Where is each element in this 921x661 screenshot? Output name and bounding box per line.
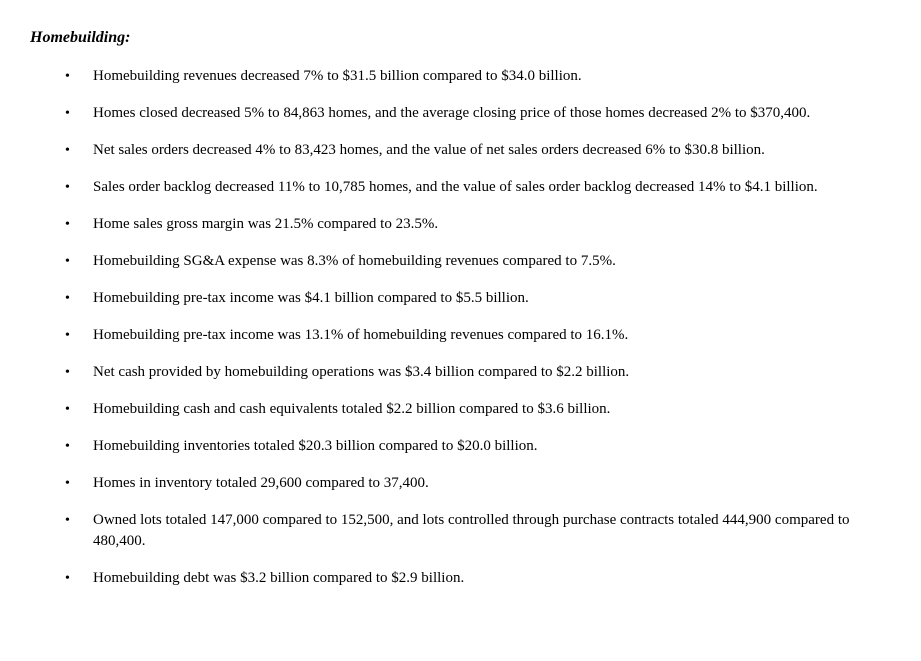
list-item-text: Homebuilding pre-tax income was $4.1 billion compared to $5.5 billion. xyxy=(93,290,529,306)
bullet-list xyxy=(30,66,875,589)
section-heading: Homebuilding: xyxy=(30,29,131,46)
list-item-text: Home sales gross margin was 21.5% compared to 23.5%. xyxy=(93,216,439,232)
bullet-icon: • xyxy=(65,217,70,232)
list-item-text: Homebuilding cash and cash equivalents totaled $2.2 billion compared to $3.6 billion. xyxy=(93,401,611,417)
list-item xyxy=(30,177,875,198)
bullet-icon: • xyxy=(65,328,70,343)
list-item xyxy=(30,325,875,346)
bullet-icon: • xyxy=(65,402,70,417)
bullet-icon: • xyxy=(65,254,70,269)
list-item-text: Homebuilding pre-tax income was 13.1% of homebuilding revenues compared to 16.1%. xyxy=(93,327,629,343)
list-item-text: Homes in inventory totaled 29,600 compared to 37,400. xyxy=(93,475,429,491)
list-item xyxy=(30,436,875,457)
list-item-text: Homebuilding inventories totaled $20.3 billion compared to $20.0 billion. xyxy=(93,438,538,454)
list-item xyxy=(30,399,875,420)
list-item-text: Homebuilding SG&A expense was 8.3% of homebuilding revenues compared to 7.5%. xyxy=(93,253,616,269)
list-item xyxy=(30,473,875,494)
list-item xyxy=(30,568,875,589)
list-item xyxy=(30,288,875,309)
list-item xyxy=(30,214,875,235)
list-item xyxy=(30,140,875,161)
bullet-icon: • xyxy=(65,439,70,454)
list-item-text: Owned lots totaled 147,000 compared to 152,500, and lots controlled through purchase contracts totaled 444,900 compared to 480,400. xyxy=(93,512,850,549)
list-item-text: Net cash provided by homebuilding operations was $3.4 billion compared to $2.2 billion. xyxy=(93,364,630,380)
bullet-icon: • xyxy=(65,143,70,158)
list-item-text: Homebuilding revenues decreased 7% to $31.5 billion compared to $34.0 billion. xyxy=(93,68,582,84)
list-item xyxy=(30,362,875,383)
bullet-icon: • xyxy=(65,106,70,121)
list-item xyxy=(30,510,875,552)
bullet-icon: • xyxy=(65,571,70,586)
bullet-icon: • xyxy=(65,180,70,195)
bullet-icon: • xyxy=(65,291,70,306)
list-item-text: Homes closed decreased 5% to 84,863 homes, and the average closing price of those homes decreased 2% to $370,400. xyxy=(93,105,811,121)
bullet-icon: • xyxy=(65,476,70,491)
list-item xyxy=(30,251,875,272)
bullet-icon: • xyxy=(65,365,70,380)
list-item xyxy=(30,66,875,87)
bullet-icon: • xyxy=(65,513,70,528)
list-item-text: Sales order backlog decreased 11% to 10,785 homes, and the value of sales order backlog decreased 14% to $4.1 billion. xyxy=(93,179,818,195)
list-item-text: Net sales orders decreased 4% to 83,423 homes, and the value of net sales orders decreased 6% to $30.8 billion. xyxy=(93,142,765,158)
bullet-icon: • xyxy=(65,69,70,84)
list-item xyxy=(30,103,875,124)
list-item-text: Homebuilding debt was $3.2 billion compared to $2.9 billion. xyxy=(93,570,465,586)
